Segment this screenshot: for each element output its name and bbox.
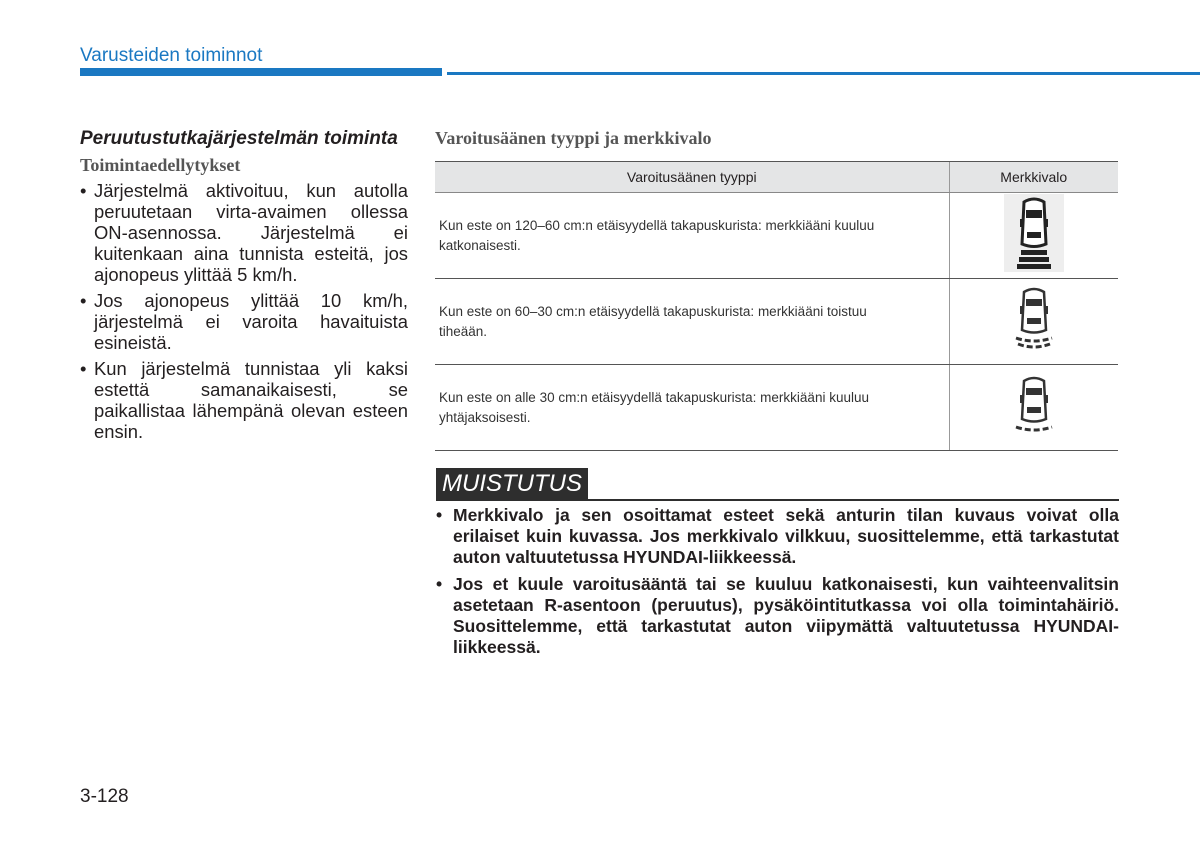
- list-item: • Järjestelmä aktivoituu, kun autolla peruutetaan virta-avaimen ollessa ON-asennossa. Järjestelmä ei kuitenkaan aina tunnista esteitä, jos ajonopeus ylittää 5 km/h.: [80, 180, 408, 285]
- note-list: [436, 505, 1119, 664]
- conditions-list: [80, 180, 408, 442]
- car-sensor-icon-mid: [1004, 284, 1064, 354]
- note-rule: [436, 499, 1119, 501]
- table-row: [435, 279, 1118, 365]
- page-number: 3-128: [80, 786, 129, 807]
- column-header-indicator: Merkkivalo: [949, 162, 1118, 193]
- table-cell-description: Kun este on alle 30 cm:n etäisyydellä takapuskurista: merkkiääni kuuluu yhtäjaksoisesti.: [435, 365, 949, 451]
- table-header-row: [435, 162, 1118, 193]
- table-cell-indicator: [949, 279, 1118, 365]
- subsection-title: Toimintaedellytykset: [80, 155, 241, 175]
- left-column: [80, 128, 408, 447]
- list-item: • Jos et kuule varoitusääntä tai se kuuluu katkonaisesti, kun vaihteenvalitsin asetetaan R-asentoon (peruutus), pysäköintitutkassa voi olla toimintahäiriö. Suosittelemme, että tarkastutat auton viipymättä valtuutetussa HYUNDAI-liikkeessä.: [436, 574, 1119, 658]
- table-cell-indicator: [949, 193, 1118, 279]
- table-cell-description: Kun este on 60–30 cm:n etäisyydellä takapuskurista: merkkiääni toistuu tiheään.: [435, 279, 949, 365]
- note-label: MUISTUTUS: [436, 468, 588, 499]
- header-rule-thin: [447, 72, 1200, 75]
- right-column: [435, 128, 1118, 451]
- list-item: • Jos ajonopeus ylittää 10 km/h, järjestelmä ei varoita havaituista esineistä.: [80, 290, 408, 353]
- section-title: Peruutustutkajärjestelmän toiminta: [80, 128, 398, 149]
- header-rule-thick: [80, 68, 442, 76]
- page-header-title: Varusteiden toiminnot: [80, 45, 263, 66]
- table-row: [435, 365, 1118, 451]
- table-cell-description: Kun este on 120–60 cm:n etäisyydellä takapuskurista: merkkiääni kuuluu katkonaisesti.: [435, 193, 949, 279]
- table-title: Varoitusäänen tyyppi ja merkkivalo: [435, 128, 712, 148]
- warning-table: [435, 161, 1118, 451]
- table-row: [435, 193, 1118, 279]
- column-header-sound-type: Varoitusäänen tyyppi: [435, 162, 949, 193]
- car-sensor-icon-far: [1004, 194, 1064, 272]
- table-cell-indicator: [949, 365, 1118, 451]
- list-item: • Merkkivalo ja sen osoittamat esteet sekä anturin tilan kuvaus voivat olla erilaiset kuin kuvassa. Jos merkkivalo vilkkuu, suosittelemme, että tarkastutat auton valtuutetussa HYUNDAI-liikkeessä.: [436, 505, 1119, 568]
- list-item: • Kun järjestelmä tunnistaa yli kaksi estettä samanaikaisesti, se paikallistaa lähempänä olevan esteen ensin.: [80, 358, 408, 442]
- car-sensor-icon-near: [1004, 373, 1064, 437]
